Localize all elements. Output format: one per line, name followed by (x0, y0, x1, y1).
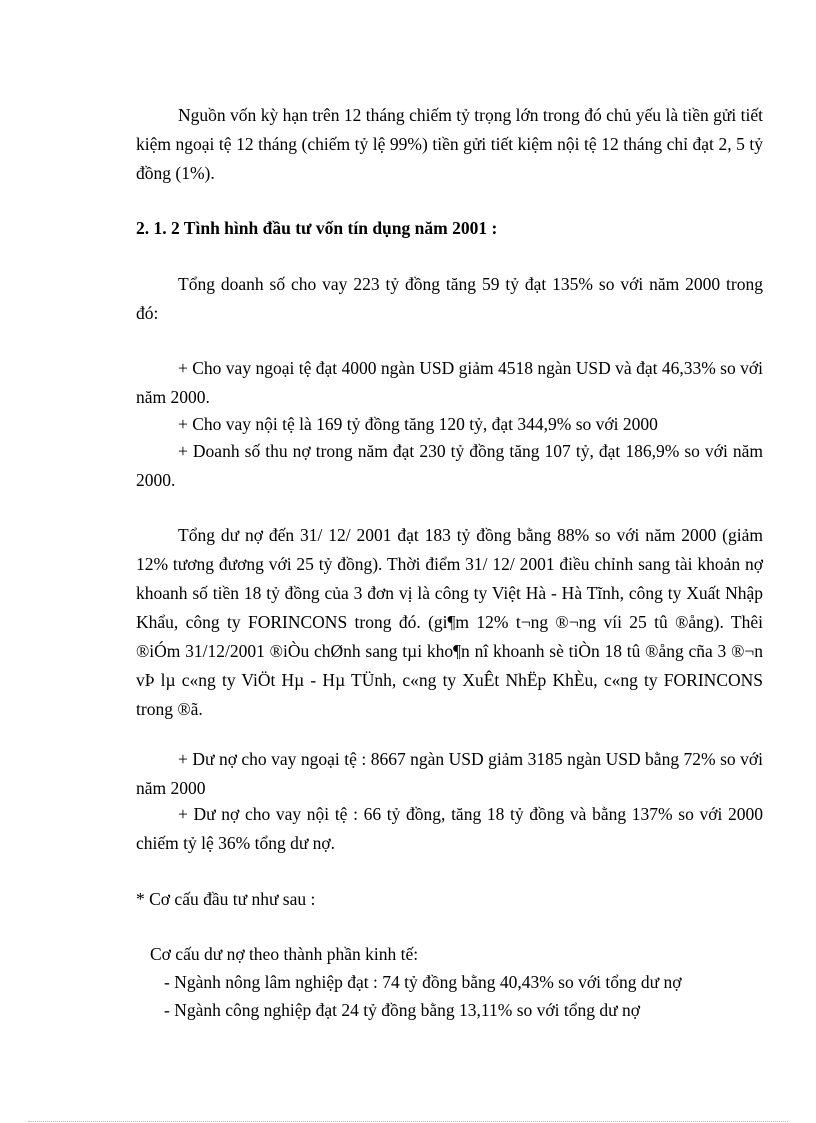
paragraph-funding-structure: Nguồn vốn kỳ hạn trên 12 tháng chiếm tỷ trọng lớn trong đó chủ yếu là tiền gửi tiết kiệm ngoại tệ 12 tháng (chiếm tỷ lệ 99%) tiền gửi tiết kiệm nội tệ 12 tháng chỉ đạt 2, 5 tỷ đồng (1%). (136, 105, 763, 183)
section-heading: 2. 1. 2 Tình hình đầu tư vốn tín dụng năm 2001 : (136, 218, 498, 238)
page-bottom-rule (28, 1121, 788, 1122)
list-item-agriculture: - Ngành nông lâm nghiệp đạt : 74 tỷ đồng bằng 40,43% so với tổng dư nợ (164, 972, 682, 992)
paragraph-outstanding-debt: Tổng dư nợ đến 31/ 12/ 2001 đạt 183 tỷ đồng bằng 88% so với năm 2000 (giảm 12% tương đương với 25 tỷ đồng). Thời điểm 31/ 12/ 2001 điều chỉnh sang tài khoản nợ khoanh số tiền 18 tỷ đồng của 3 đơn vị là công ty Việt Hà - Hà Tĩnh, công ty Xuất Nhập Khẩu, công ty FORINCONS trong đó. (gi¶m 12% t¬ng ®¬ng víi 25 tû ®ång). Thêi ®iÓm 31/12/2001 ®iÒu chØnh sang tµi kho¶n nî khoanh sè tiÒn 18 tû ®ång cña 3 ®¬n vÞ lµ c«ng ty ViÖt Hµ - Hµ TÜnh, c«ng ty XuÊt NhËp KhÈu, c«ng ty FORINCONS trong ®ã. (136, 525, 763, 719)
bullet-domestic-currency-loans: + Cho vay nội tệ là 169 tỷ đồng tăng 120 tỷ, đạt 344,9% so với 2000 (178, 414, 658, 434)
paragraph-loan-turnover: Tổng doanh số cho vay 223 tỷ đồng tăng 59 tỷ đạt 135% so với năm 2000 trong đó: (136, 274, 763, 323)
bullet-debt-collection: + Doanh số thu nợ trong năm đạt 230 tỷ đồng tăng 107 tỷ, đạt 186,9% so với năm 2000. (136, 441, 763, 490)
structure-subtitle: Cơ cấu dư nợ theo thành phần kinh tế: (150, 944, 419, 964)
bullet-domestic-currency-outstanding: + Dư nợ cho vay nội tệ : 66 tỷ đồng, tăng 18 tỷ đồng và bằng 137% so với 2000 chiếm tỷ lệ 36% tổng dư nợ. (136, 804, 763, 853)
structure-title: * Cơ cấu đầu tư như sau : (136, 889, 316, 909)
list-item-industry: - Ngành công nghiệp đạt 24 tỷ đồng bằng 13,11% so với tổng dư nợ (164, 1000, 640, 1020)
bullet-foreign-currency-loans: + Cho vay ngoại tệ đạt 4000 ngàn USD giảm 4518 ngàn USD và đạt 46,33% so với năm 2000. (136, 358, 763, 407)
bullet-foreign-currency-outstanding: + Dư nợ cho vay ngoại tệ : 8667 ngàn USD giảm 3185 ngàn USD bằng 72% so với năm 2000 (136, 749, 763, 798)
